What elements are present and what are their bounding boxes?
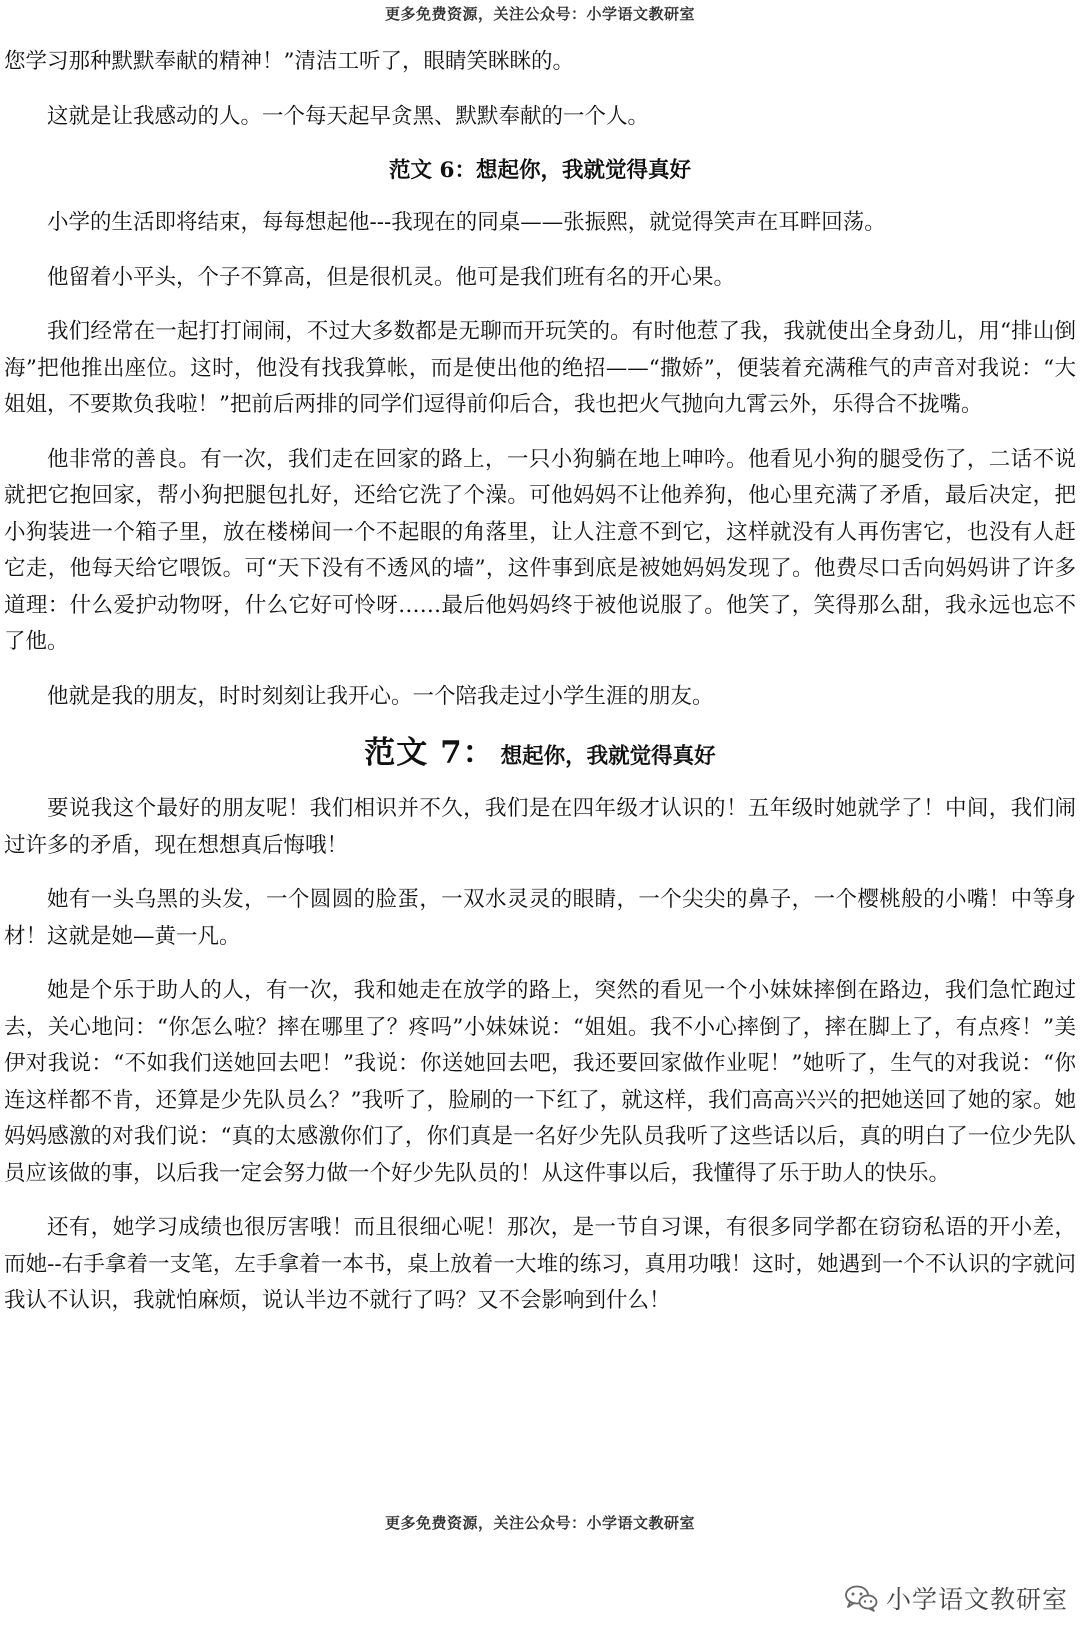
wechat-icon [844, 1584, 878, 1612]
essay-title-6: 范文 6：想起你，我就觉得真好 [389, 158, 691, 183]
paragraph: 她是个乐于助人的人，有一次，我和她走在放学的路上，突然的看见一个小妹妹摔倒在路边，我们急忙跑过去，关心地问：“你怎么啦？摔在哪里了？疼吗”小妹妹说：“姐姐。我不小心摔倒了，摔在脚上了，有点疼！”美伊对我说：“不如我们送她回去吧！”我说：你送她回去吧，我还要回家做作业呢！”她听了，生气的对我说：“你连这样都不肯，还算是少先队员么？”我听了，脸刷的一下红了，就这样，我们高高兴兴的把她送回了她的家。她妈妈感激的对我们说：“真的太感激你们了，你们真是一名好少先队员我听了这些话以后，真的明白了一位少先队员应该做的事，以后我一定会努力做一个好少先队员的！从这件事以后，我懂得了乐于助人的快乐。 [4, 978, 1076, 1186]
paragraph: 这就是让我感动的人。一个每天起早贪黑、默默奉献的一个人。 [47, 103, 650, 129]
paragraph: 您学习那种默默奉献的精神！”清洁工听了，眼睛笑眯眯的。 [4, 49, 574, 74]
watermark-text: 小学语文教研室 [885, 1585, 1068, 1614]
paragraph: 他非常的善良。有一次，我们走在回家的路上，一只小狗躺在地上呻吟。他看见小狗的腿受伤了，二话不说就把它抱回家，帮小狗把腿包扎好，还给它洗了个澡。可他妈妈不让他养狗，他心里充满了矛盾，最后决定，把小狗装进一个箱子里，放在楼梯间一个不起眼的角落里，让人注意不到它，这样就没有人再伤害它，也没有人赶它走，他每天给它喂饭。可“天下没有不透风的墙”，这件事到底是被她妈妈发现了。他费尽口舌向妈妈讲了许多道理：什么爱护动物呀，什么它好可怜呀……最后他妈妈终于被他说服了。他笑了，笑得那么甜，我永远也忘不了他。 [4, 446, 1076, 654]
essay-title-7-label: 范文 7： [364, 735, 495, 771]
wechat-watermark [844, 1580, 1068, 1616]
paragraph: 她有一头乌黑的头发，一个圆圆的脸蛋，一双水灵灵的眼睛，一个尖尖的鼻子，一个樱桃般的小嘴！中等身材！这就是她—黄一凡。 [4, 887, 1076, 949]
paragraph: 要说我这个最好的朋友呢！我们相识并不久，我们是在四年级才认识的！五年级时她就学了！中间，我们闹过许多的矛盾，现在想想真后悔哦！ [4, 796, 1076, 858]
paragraph: 小学的生活即将结束，每每想起他---我现在的同桌——张振熙，就觉得笑声在耳畔回荡。 [47, 210, 886, 235]
paragraph: 他留着小平头，个子不算高，但是很机灵。他可是我们班有名的开心果。 [47, 264, 736, 290]
header-note: 更多免费资源，关注公众号：小学语文教研室 [384, 5, 695, 23]
document-body [4, 44, 1076, 1338]
paragraph: 还有，她学习成绩也很厉害哦！而且很细心呢！那次，是一节自习课，有很多同学都在窃窃私语的开小差，而她--右手拿着一支笔，左手拿着一本书，桌上放着一大堆的练习，真用功哦！这时，她遇到一个不认识的字就问我认不认识，我就怕麻烦，说认半边不就行了吗？又不会影响到什么！ [4, 1215, 1076, 1313]
essay-title-7-subtitle: 想起你，我就觉得真好 [500, 744, 716, 769]
essay-title-7 [4, 733, 1076, 777]
paragraph: 我们经常在一起打打闹闹，不过大多数都是无聊而开玩笑的。有时他惹了我，我就使出全身劲儿，用“排山倒海”把他推出座位。这时，他没有找我算帐，而是使出他的绝招——“撒娇”，便装着充满稚气的声音对我说：“大姐姐，不要欺负我啦！”把前后两排的同学们逗得前仰后合，我也把火气抛向九霄云外，乐得合不拢嘴。 [4, 319, 1076, 417]
paragraph: 他就是我的朋友，时时刻刻让我开心。一个陪我走过小学生涯的朋友。 [47, 683, 714, 709]
footer-note: 更多免费资源，关注公众号：小学语文教研室 [384, 1514, 695, 1532]
